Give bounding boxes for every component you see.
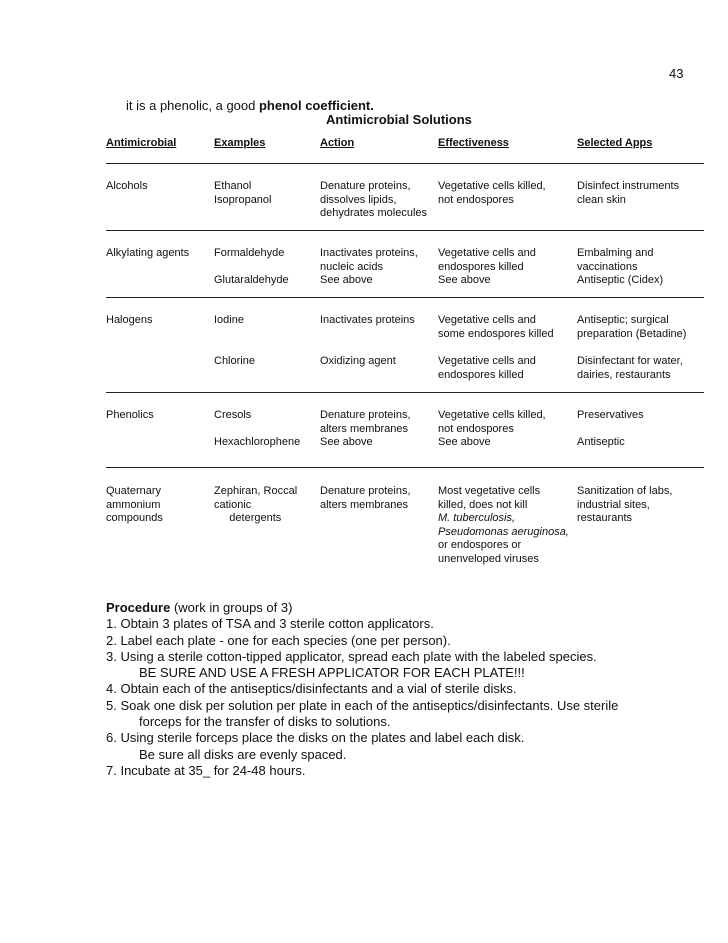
halogens-effectiveness-1: Vegetative cells and some endospores killed bbox=[438, 314, 554, 340]
header-examples: Examples bbox=[214, 137, 266, 149]
alcohols-action: Denature proteins, dissolves lipids, dehydrates molecules bbox=[320, 180, 428, 219]
phenolics-example-1: Cresols bbox=[214, 409, 252, 421]
header-action: Action bbox=[320, 137, 355, 149]
table-divider bbox=[106, 230, 704, 231]
phenolics-example-2: Hexachlorophene bbox=[214, 436, 301, 448]
alcohols-effectiveness: Vegetative cells killed, not endospores bbox=[438, 180, 546, 206]
quaternary-action: Denature proteins, alters membranes bbox=[320, 485, 411, 511]
table-title: Antimicrobial Solutions bbox=[326, 112, 472, 127]
procedure-step-note: BE SURE AND USE A FRESH APPLICATOR FOR EACH PLATE!!! bbox=[139, 665, 525, 681]
alkylating-antimicrobial: Alkylating agents bbox=[106, 247, 190, 259]
phenolics-action: Denature proteins, alters membranes See above bbox=[320, 409, 411, 448]
phenolics-apps-1: Preservatives bbox=[577, 409, 644, 421]
procedure-step: 7. Incubate at 35_ for 24-48 hours. bbox=[106, 762, 306, 778]
procedure-heading bbox=[106, 600, 618, 616]
alkylating-effectiveness: Vegetative cells and endospores killed See above bbox=[438, 247, 536, 286]
procedure-section bbox=[106, 600, 618, 779]
halogens-example-1: Iodine bbox=[214, 314, 244, 326]
quaternary-antimicrobial: Quaternary ammonium compounds bbox=[106, 485, 163, 524]
intro-bold-term: phenol coefficient. bbox=[258, 98, 374, 113]
halogens-antimicrobial: Halogens bbox=[106, 314, 153, 326]
alkylating-apps: Embalming and vaccinations Antiseptic (Cidex) bbox=[577, 247, 664, 286]
quaternary-effectiveness bbox=[438, 485, 569, 566]
procedure-subtitle: (work in groups of 3) bbox=[173, 600, 293, 615]
intro-text: it is a phenolic, a good bbox=[126, 98, 259, 113]
table-divider bbox=[106, 467, 704, 468]
quaternary-effectiveness-text-2: or endospores or unenveloped viruses bbox=[438, 539, 539, 565]
procedure-step: 6. Using sterile forceps place the disks on the plates and label each disk. bbox=[106, 730, 525, 746]
procedure-step: 4. Obtain each of the antiseptics/disinfectants and a vial of sterile disks. bbox=[106, 681, 517, 697]
procedure-step-note: Be sure all disks are evenly spaced. bbox=[139, 746, 347, 762]
quaternary-effectiveness-organisms: M. tuberculosis, Pseudomonas aeruginosa, bbox=[438, 512, 569, 538]
procedure-step: 3. Using a sterile cotton-tipped applicator, spread each plate with the labeled species. bbox=[106, 648, 597, 664]
alcohols-apps: Disinfect instruments clean skin bbox=[577, 180, 680, 206]
alkylating-action: Inactivates proteins, nucleic acids See above bbox=[320, 247, 418, 286]
table-divider bbox=[106, 392, 704, 393]
alcohols-examples: Ethanol Isopropanol bbox=[214, 180, 272, 206]
phenolics-effectiveness: Vegetative cells killed, not endospores See above bbox=[438, 409, 546, 448]
alkylating-example-2: Glutaraldehyde bbox=[214, 274, 289, 286]
header-effectiveness: Effectiveness bbox=[438, 137, 509, 149]
alkylating-example-1: Formaldehyde bbox=[214, 247, 285, 259]
intro-line bbox=[126, 98, 374, 113]
header-antimicrobial: Antimicrobial bbox=[106, 137, 177, 149]
procedure-step: 5. Soak one disk per solution per plate in each of the antiseptics/disinfectants. Use sterile bbox=[106, 697, 619, 713]
procedure-step: 2. Label each plate - one for each species (one per person). bbox=[106, 632, 451, 648]
halogens-example-2: Chlorine bbox=[214, 355, 255, 367]
quaternary-apps: Sanitization of labs, industrial sites, restaurants bbox=[577, 485, 673, 524]
halogens-action-1: Inactivates proteins bbox=[320, 314, 415, 326]
quaternary-examples: Zephiran, Roccal cationic detergents bbox=[214, 485, 298, 524]
page-number: 43 bbox=[669, 66, 684, 81]
table-divider bbox=[106, 297, 704, 298]
halogens-apps-1: Antiseptic; surgical preparation (Betadine) bbox=[577, 314, 687, 340]
quaternary-effectiveness-text: Most vegetative cells killed, does not kill bbox=[438, 485, 541, 511]
halogens-action-2: Oxidizing agent bbox=[320, 355, 396, 367]
alcohols-antimicrobial: Alcohols bbox=[106, 180, 148, 192]
phenolics-antimicrobial: Phenolics bbox=[106, 409, 154, 421]
procedure-step: 1. Obtain 3 plates of TSA and 3 sterile cotton applicators. bbox=[106, 616, 434, 632]
halogens-effectiveness-2: Vegetative cells and endospores killed bbox=[438, 355, 536, 381]
header-selected-apps: Selected Apps bbox=[577, 137, 653, 149]
table-divider bbox=[106, 163, 704, 164]
phenolics-apps-2: Antiseptic bbox=[577, 436, 625, 448]
halogens-apps-2: Disinfectant for water, dairies, restaurants bbox=[577, 355, 683, 381]
procedure-step-continuation: forceps for the transfer of disks to solutions. bbox=[139, 714, 391, 730]
procedure-title: Procedure bbox=[106, 600, 171, 615]
